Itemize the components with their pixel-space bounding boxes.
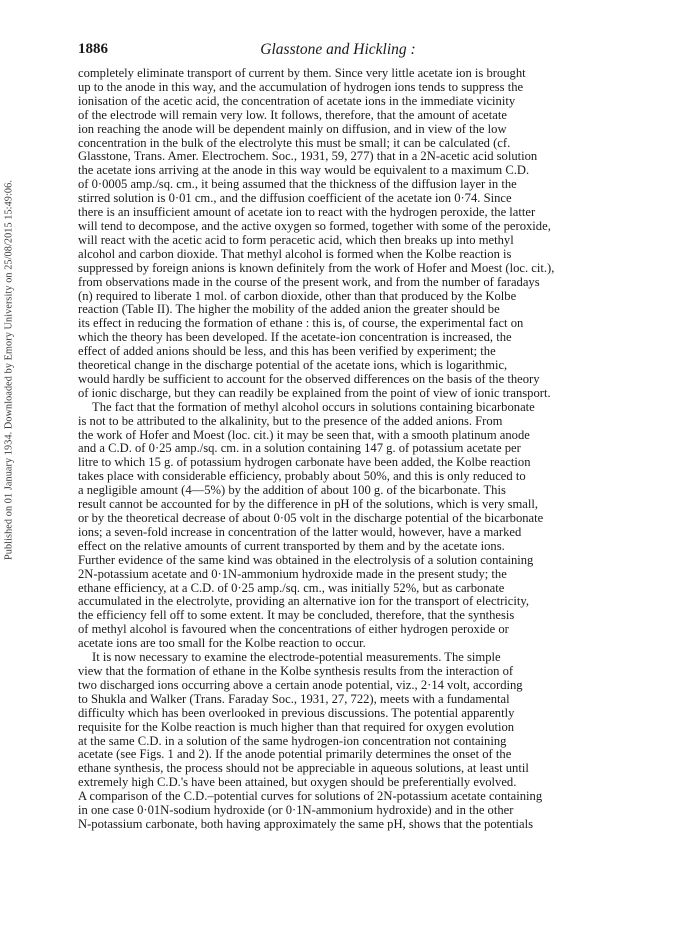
text-line: will tend to decompose, and the active oxygen so formed, together with some of the peroxide,: [78, 218, 551, 233]
text-line: accumulated in the electrolyte, providing an alternative ion for the transport of electricity,: [78, 594, 529, 609]
download-notice-text: Published on 01 January 1934. Downloaded by Emory University on 25/08/2015 15:49:06.: [3, 180, 15, 560]
text-line: view that the formation of ethane in the Kolbe synthesis results from the interaction of: [78, 663, 514, 678]
download-notice: [1, 150, 17, 590]
text-line: which the theory has been developed. If the acetate-ion concentration is increased, the: [78, 330, 512, 345]
text-line: from observations made in the course of the present work, and from the number of faradays: [78, 274, 540, 289]
text-line: to Shukla and Walker (Trans. Faraday Soc., 1931, 27, 722), meets with a fundamental: [78, 691, 510, 706]
text-line: A comparison of the C.D.–potential curves for solutions of 2N-potassium acetate containing: [78, 789, 543, 804]
text-line: ionisation of the acetic acid, the concentration of acetate ions in the immediate vicinity: [78, 93, 516, 108]
text-line: effect on the relative amounts of current transported by them and by the acetate ions.: [78, 538, 505, 553]
text-line: two discharged ions occurring above a certain anode potential, viz., 2·14 volt, according: [78, 677, 523, 692]
text-line: completely eliminate transport of current by them. Since very little acetate ion is brought: [78, 66, 526, 80]
text-line: ethane efficiency, at a C.D. of 0·25 amp./sq. cm., was initially 52%, but as carbonate: [78, 580, 505, 595]
text-line: at the same C.D. in a solution of the same hydrogen-ion concentration not containing: [78, 733, 507, 748]
article-body: [78, 67, 598, 832]
text-line: difficulty which has been overlooked in previous discussions. The potential apparently: [78, 705, 515, 720]
paragraph-first-line: The fact that the formation of methyl alcohol occurs in solutions containing bicarbonate: [92, 399, 535, 414]
text-line: reaction (Table II). The higher the mobility of the added anion the greater should be: [78, 302, 500, 317]
page-number: 1886: [78, 41, 108, 57]
text-line: result cannot be accounted for by the difference in pH of the solutions, which is very small,: [78, 497, 539, 512]
text-line: of ionic discharge, but they can readily be explained from the point of view of ionic transport.: [78, 385, 551, 400]
text-line: concentration in the bulk of the electrolyte this must be small; it can be calculated (cf.: [78, 135, 511, 150]
text-line: and a C.D. of 0·25 amp./sq. cm. in a solution containing 147 g. of potassium acetate per: [78, 441, 521, 456]
text-line: of 0·0005 amp./sq. cm., it being assumed that the thickness of the diffusion layer in the: [78, 177, 517, 192]
text-line: the work of Hofer and Moest (loc. cit.) it may be seen that, with a smooth platinum anode: [78, 427, 530, 442]
text-line: 2N-potassium acetate and 0·1N-ammonium hydroxide made in the present study; the: [78, 566, 507, 581]
text-line: extremely high C.D.'s have been attained, but oxygen should be preferentially evolved.: [78, 775, 517, 790]
paragraph-first-line: It is now necessary to examine the electrode-potential measurements. The simple: [92, 650, 501, 665]
text-line: up to the anode in this way, and the accumulation of hydrogen ions tends to suppress the: [78, 79, 524, 94]
text-line: ethane synthesis, the process should not be appreciable in aqueous solutions, at least until: [78, 761, 529, 776]
text-line: ions; a seven-fold increase in concentration of the latter would, however, have a marked: [78, 524, 522, 539]
text-line: stirred solution is 0·01 cm., and the diffusion coefficient of the acetate ion 0·74. Since: [78, 191, 512, 206]
text-line: will react with the acetic acid to form peracetic acid, which then breaks up into methyl: [78, 232, 514, 247]
running-head: Glasstone and Hickling :: [260, 41, 416, 58]
text-line: Further evidence of the same kind was obtained in the electrolysis of a solution containing: [78, 552, 534, 567]
text-line: takes place with considerable efficiency, probably about 50%, and this is only reduced to: [78, 469, 526, 484]
text-line: is not to be attributed to the alkalinity, but to the presence of the added anions. From: [78, 413, 503, 428]
text-line: would hardly be sufficient to account for the observed differences on the basis of the theory: [78, 371, 540, 386]
text-line: there is an insufficient amount of acetate ion to react with the hydrogen peroxide, the latter: [78, 205, 536, 220]
text-line: acetate (see Figs. 1 and 2). If the anode potential primarily determines the onset of the: [78, 747, 512, 762]
page-header: [78, 41, 598, 61]
text-line: in one case 0·01N-sodium hydroxide (or 0·1N-ammonium hydroxide) and in the other: [78, 803, 514, 818]
text-line: (n) required to liberate 1 mol. of carbon dioxide, other than that produced by the Kolbe: [78, 288, 517, 303]
text-line: theoretical change in the discharge potential of the acetate ions, which is logarithmic,: [78, 358, 508, 373]
text-line: the acetate ions arriving at the anode in this way would be equivalent to a maximum C.D.: [78, 163, 530, 178]
text-line: acetate ions are too small for the Kolbe reaction to occur.: [78, 636, 366, 651]
text-line: a negligible amount (4—5%) by the addition of about 100 g. of the bicarbonate. This: [78, 483, 506, 498]
text-line: requisite for the Kolbe reaction is much higher than that required for oxygen evolution: [78, 719, 515, 734]
text-line: effect of added anions should be less, and this has been verified by experiment; the: [78, 344, 496, 359]
text-line: the efficiency fell off to some extent. It may be concluded, therefore, that the synthesis: [78, 608, 515, 623]
text-line: alcohol and carbon dioxide. That methyl alcohol is formed when the Kolbe reaction is: [78, 246, 512, 261]
text-line: of methyl alcohol is favoured when the concentrations of either hydrogen peroxide or: [78, 622, 509, 637]
text-line: suppressed by foreign anions is known definitely from the work of Hofer and Moest (loc. cit.),: [78, 260, 555, 275]
text-line: ion reaching the anode will be dependent mainly on diffusion, and in view of the low: [78, 121, 507, 136]
text-line: or by the theoretical decrease of about 0·05 volt in the discharge potential of the bicarbonate: [78, 511, 544, 525]
text-line: of the electrode will remain very low. It follows, therefore, that the amount of acetate: [78, 107, 507, 122]
text-line: litre to which 15 g. of potassium hydrogen carbonate have been added, the Kolbe reaction: [78, 455, 531, 470]
text-line: its effect in reducing the formation of ethane : this is, of course, the experimental fact on: [78, 316, 524, 331]
text-line: Glasstone, Trans. Amer. Electrochem. Soc., 1931, 59, 277) that in a 2N-acetic acid solution: [78, 149, 538, 164]
text-line: N-potassium carbonate, both having approximately the same pH, shows that the potentials: [78, 816, 534, 831]
